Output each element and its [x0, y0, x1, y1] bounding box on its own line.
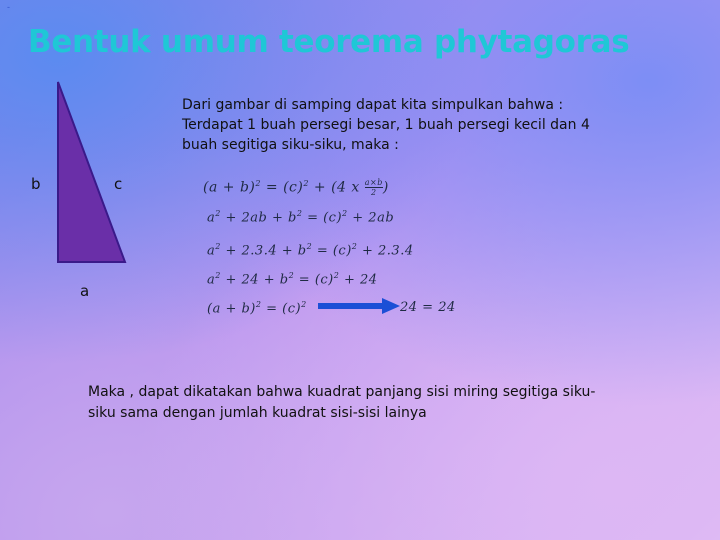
- equation-5: $(a + b)^2 = (c)^2$: [207, 300, 307, 317]
- equation-3: $a^2 + 2.3.4 + b^2 = (c)^2 + 2.3.4$: [207, 242, 414, 259]
- eq1-left: (a + b): [203, 179, 256, 196]
- equation-1: [203, 178, 389, 197]
- conclusion-text: Maka , dapat dikatakan bahwa kuadrat panjang sisi miring segitiga siku-siku sama dengan jumlah kuadrat sisi-sisi lainya: [88, 384, 596, 421]
- arrow-icon: [318, 298, 400, 314]
- eq1-mid: = (c): [260, 179, 304, 196]
- side-label-b: b: [31, 175, 41, 193]
- eq1-fraction: $\frac{a\times b}{2}$: [364, 178, 383, 197]
- equation-2: $a^2 + 2ab + b^2 = (c)^2 + 2ab$: [207, 209, 395, 226]
- eq1-sq1: 2: [255, 178, 261, 188]
- side-label-c: c: [114, 175, 123, 193]
- side-label-a: a: [80, 282, 90, 300]
- equation-4: $a^2 + 24 + b^2 = (c)^2 + 24$: [207, 271, 378, 288]
- slide-marker: -: [7, 2, 10, 12]
- equation-5-result: 24 = 24: [400, 300, 456, 315]
- slide-title: Bentuk umum teorema phytagoras: [28, 24, 630, 60]
- eq1-close: ): [382, 179, 389, 196]
- eq1-sq2: 2: [303, 178, 309, 188]
- intro-text: Dari gambar di samping dapat kita simpulkan bahwa : Terdapat 1 buah persegi besar, 1 buah persegi kecil dan 4 buah segitiga siku-siku, maka :: [182, 97, 590, 153]
- right-triangle: [58, 82, 125, 262]
- eq1-right: + (4 x: [308, 179, 365, 196]
